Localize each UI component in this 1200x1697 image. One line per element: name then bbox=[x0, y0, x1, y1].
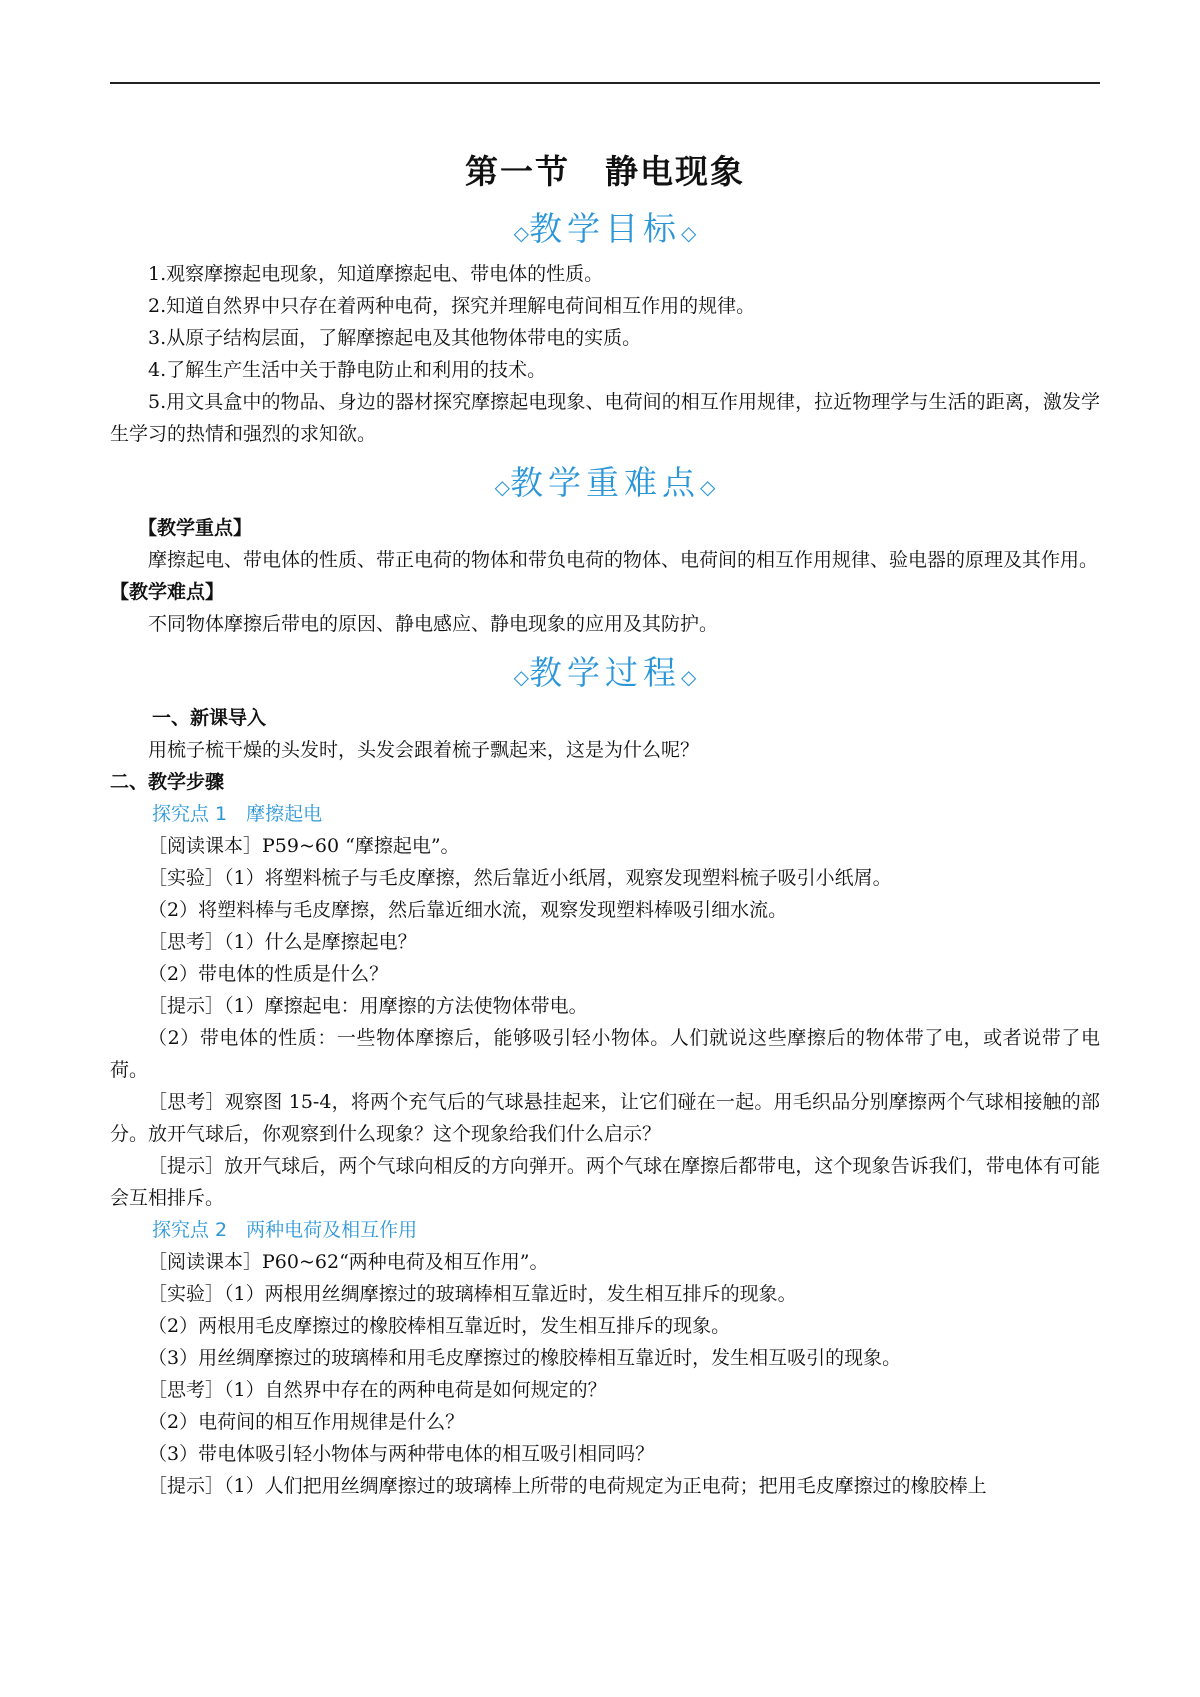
step-tag: ［阅读课本］ bbox=[148, 835, 263, 857]
diamond-icon: ◇ bbox=[513, 665, 529, 689]
step-line bbox=[110, 1438, 1100, 1470]
section-label: 教学重难点 bbox=[510, 463, 700, 502]
step-line bbox=[110, 1406, 1100, 1438]
step-line bbox=[110, 1342, 1100, 1374]
step-text: （2）电荷间的相互作用规律是什么？ bbox=[148, 1411, 465, 1433]
step-text: （1）什么是摩擦起电？ bbox=[224, 931, 417, 953]
step-line bbox=[110, 1278, 1100, 1310]
step-line bbox=[110, 1246, 1100, 1278]
diamond-icon: ◇ bbox=[681, 221, 697, 245]
goal-item: 1.观察摩擦起电现象，知道摩擦起电、带电体的性质。 bbox=[148, 263, 604, 285]
explore-point-2 bbox=[110, 1246, 1100, 1502]
diamond-icon: ◇ bbox=[700, 475, 716, 499]
step-line bbox=[110, 1086, 1100, 1150]
step-tag: ［思考］ bbox=[148, 931, 225, 953]
section-label: 教学过程 bbox=[529, 653, 681, 692]
steps-heading: 二、教学步骤 bbox=[110, 771, 225, 793]
section-heading-goals bbox=[110, 204, 1100, 254]
step-text: （1）人们把用丝绸摩擦过的玻璃棒上所带的电荷规定为正电荷；把用毛皮摩擦过的橡胶棒上 bbox=[224, 1475, 987, 1497]
diamond-icon: ◇ bbox=[494, 475, 510, 499]
step-text: 放开气球后，两个气球向相反的方向弹开。两个气球在摩擦后都带电，这个现象告诉我们，带电体有可能会互相排斥。 bbox=[110, 1155, 1100, 1209]
step-line bbox=[110, 958, 1100, 990]
step-line bbox=[110, 830, 1100, 862]
step-line bbox=[110, 990, 1100, 1022]
difficulty-heading: 【教学难点】 bbox=[110, 581, 225, 603]
intro-heading: 一、新课导入 bbox=[152, 707, 267, 729]
page-title: 第一节 静电现象 bbox=[465, 152, 745, 191]
step-tag: ［实验］ bbox=[148, 1283, 225, 1305]
step-tag: ［阅读课本］ bbox=[148, 1251, 263, 1273]
intro-text: 用梳子梳干燥的头发时，头发会跟着梳子飘起来，这是为什么呢？ bbox=[148, 739, 700, 761]
goal-item: 2.知道自然界中只存在着两种电荷，探究并理解电荷间相互作用的规律。 bbox=[148, 295, 756, 317]
goal-item: 4.了解生产生活中关于静电防止和利用的技术。 bbox=[148, 359, 547, 381]
step-line bbox=[110, 894, 1100, 926]
step-text: （1）将塑料梳子与毛皮摩擦，然后靠近小纸屑，观察发现塑料梳子吸引小纸屑。 bbox=[224, 867, 892, 889]
step-line bbox=[110, 1470, 1100, 1502]
step-tag: ［提示］ bbox=[148, 1155, 225, 1177]
section-heading-process bbox=[110, 648, 1100, 698]
step-tag: ［思考］ bbox=[148, 1379, 225, 1401]
step-line bbox=[110, 1022, 1100, 1086]
step-line bbox=[110, 926, 1100, 958]
step-line bbox=[110, 1374, 1100, 1406]
step-text: P59~60 “摩擦起电”。 bbox=[262, 835, 460, 857]
step-line bbox=[110, 862, 1100, 894]
step-tag: ［提示］ bbox=[148, 995, 225, 1017]
step-text: P60~62“两种电荷及相互作用”。 bbox=[262, 1251, 549, 1273]
diamond-icon: ◇ bbox=[681, 665, 697, 689]
step-text: （1）自然界中存在的两种电荷是如何规定的？ bbox=[224, 1379, 607, 1401]
difficulty-text: 不同物体摩擦后带电的原因、静电感应、静电现象的应用及其防护。 bbox=[148, 613, 719, 635]
step-text: （2）将塑料棒与毛皮摩擦，然后靠近细水流，观察发现塑料棒吸引细水流。 bbox=[148, 899, 788, 921]
step-text: 观察图 15-4，将两个充气后的气球悬挂起来，让它们碰在一起。用毛织品分别摩擦两个气球相接触的部分。放开气球后，你观察到什么现象？这个现象给我们什么启示？ bbox=[110, 1091, 1100, 1145]
step-text: （3）用丝绸摩擦过的玻璃棒和用毛皮摩擦过的橡胶棒相互靠近时，发生相互吸引的现象。 bbox=[148, 1347, 902, 1369]
diamond-icon: ◇ bbox=[513, 221, 529, 245]
step-text: （1）摩擦起电：用摩擦的方法使物体带电。 bbox=[224, 995, 588, 1017]
goal-item: 5.用文具盒中的物品、身边的器材探究摩擦起电现象、电荷间的相互作用规律，拉近物理学与生活的距离，激发学生学习的热情和强烈的求知欲。 bbox=[110, 391, 1100, 445]
explore-point-1 bbox=[110, 830, 1100, 1214]
step-text: （2）带电体的性质：一些物体摩擦后，能够吸引轻小物体。人们就说这些摩擦后的物体带了电，或者说带了电荷。 bbox=[110, 1027, 1100, 1081]
document-page bbox=[110, 148, 1100, 1502]
step-text: （2）两根用毛皮摩擦过的橡胶棒相互靠近时，发生相互排斥的现象。 bbox=[148, 1315, 731, 1337]
step-text: （3）带电体吸引轻小物体与两种带电体的相互吸引相同吗？ bbox=[148, 1443, 655, 1465]
focus-text: 摩擦起电、带电体的性质、带正电荷的物体和带负电荷的物体、电荷间的相互作用规律、验电器的原理及其作用。 bbox=[148, 549, 1099, 571]
section-label: 教学目标 bbox=[529, 209, 681, 248]
explore-point-1-title: 探究点 1 摩擦起电 bbox=[152, 803, 323, 825]
goal-item: 3.从原子结构层面，了解摩擦起电及其他物体带电的实质。 bbox=[148, 327, 642, 349]
step-tag: ［实验］ bbox=[148, 867, 225, 889]
section-heading-keypoints bbox=[110, 458, 1100, 508]
step-text: （2）带电体的性质是什么？ bbox=[148, 963, 389, 985]
step-line bbox=[110, 1310, 1100, 1342]
step-text: （1）两根用丝绸摩擦过的玻璃棒相互靠近时，发生相互排斥的现象。 bbox=[224, 1283, 797, 1305]
header-rule bbox=[110, 82, 1100, 84]
focus-heading: 【教学重点】 bbox=[138, 517, 253, 539]
step-tag: ［思考］ bbox=[148, 1091, 225, 1113]
step-tag: ［提示］ bbox=[148, 1475, 225, 1497]
explore-point-2-title: 探究点 2 两种电荷及相互作用 bbox=[152, 1219, 418, 1241]
step-line bbox=[110, 1150, 1100, 1214]
